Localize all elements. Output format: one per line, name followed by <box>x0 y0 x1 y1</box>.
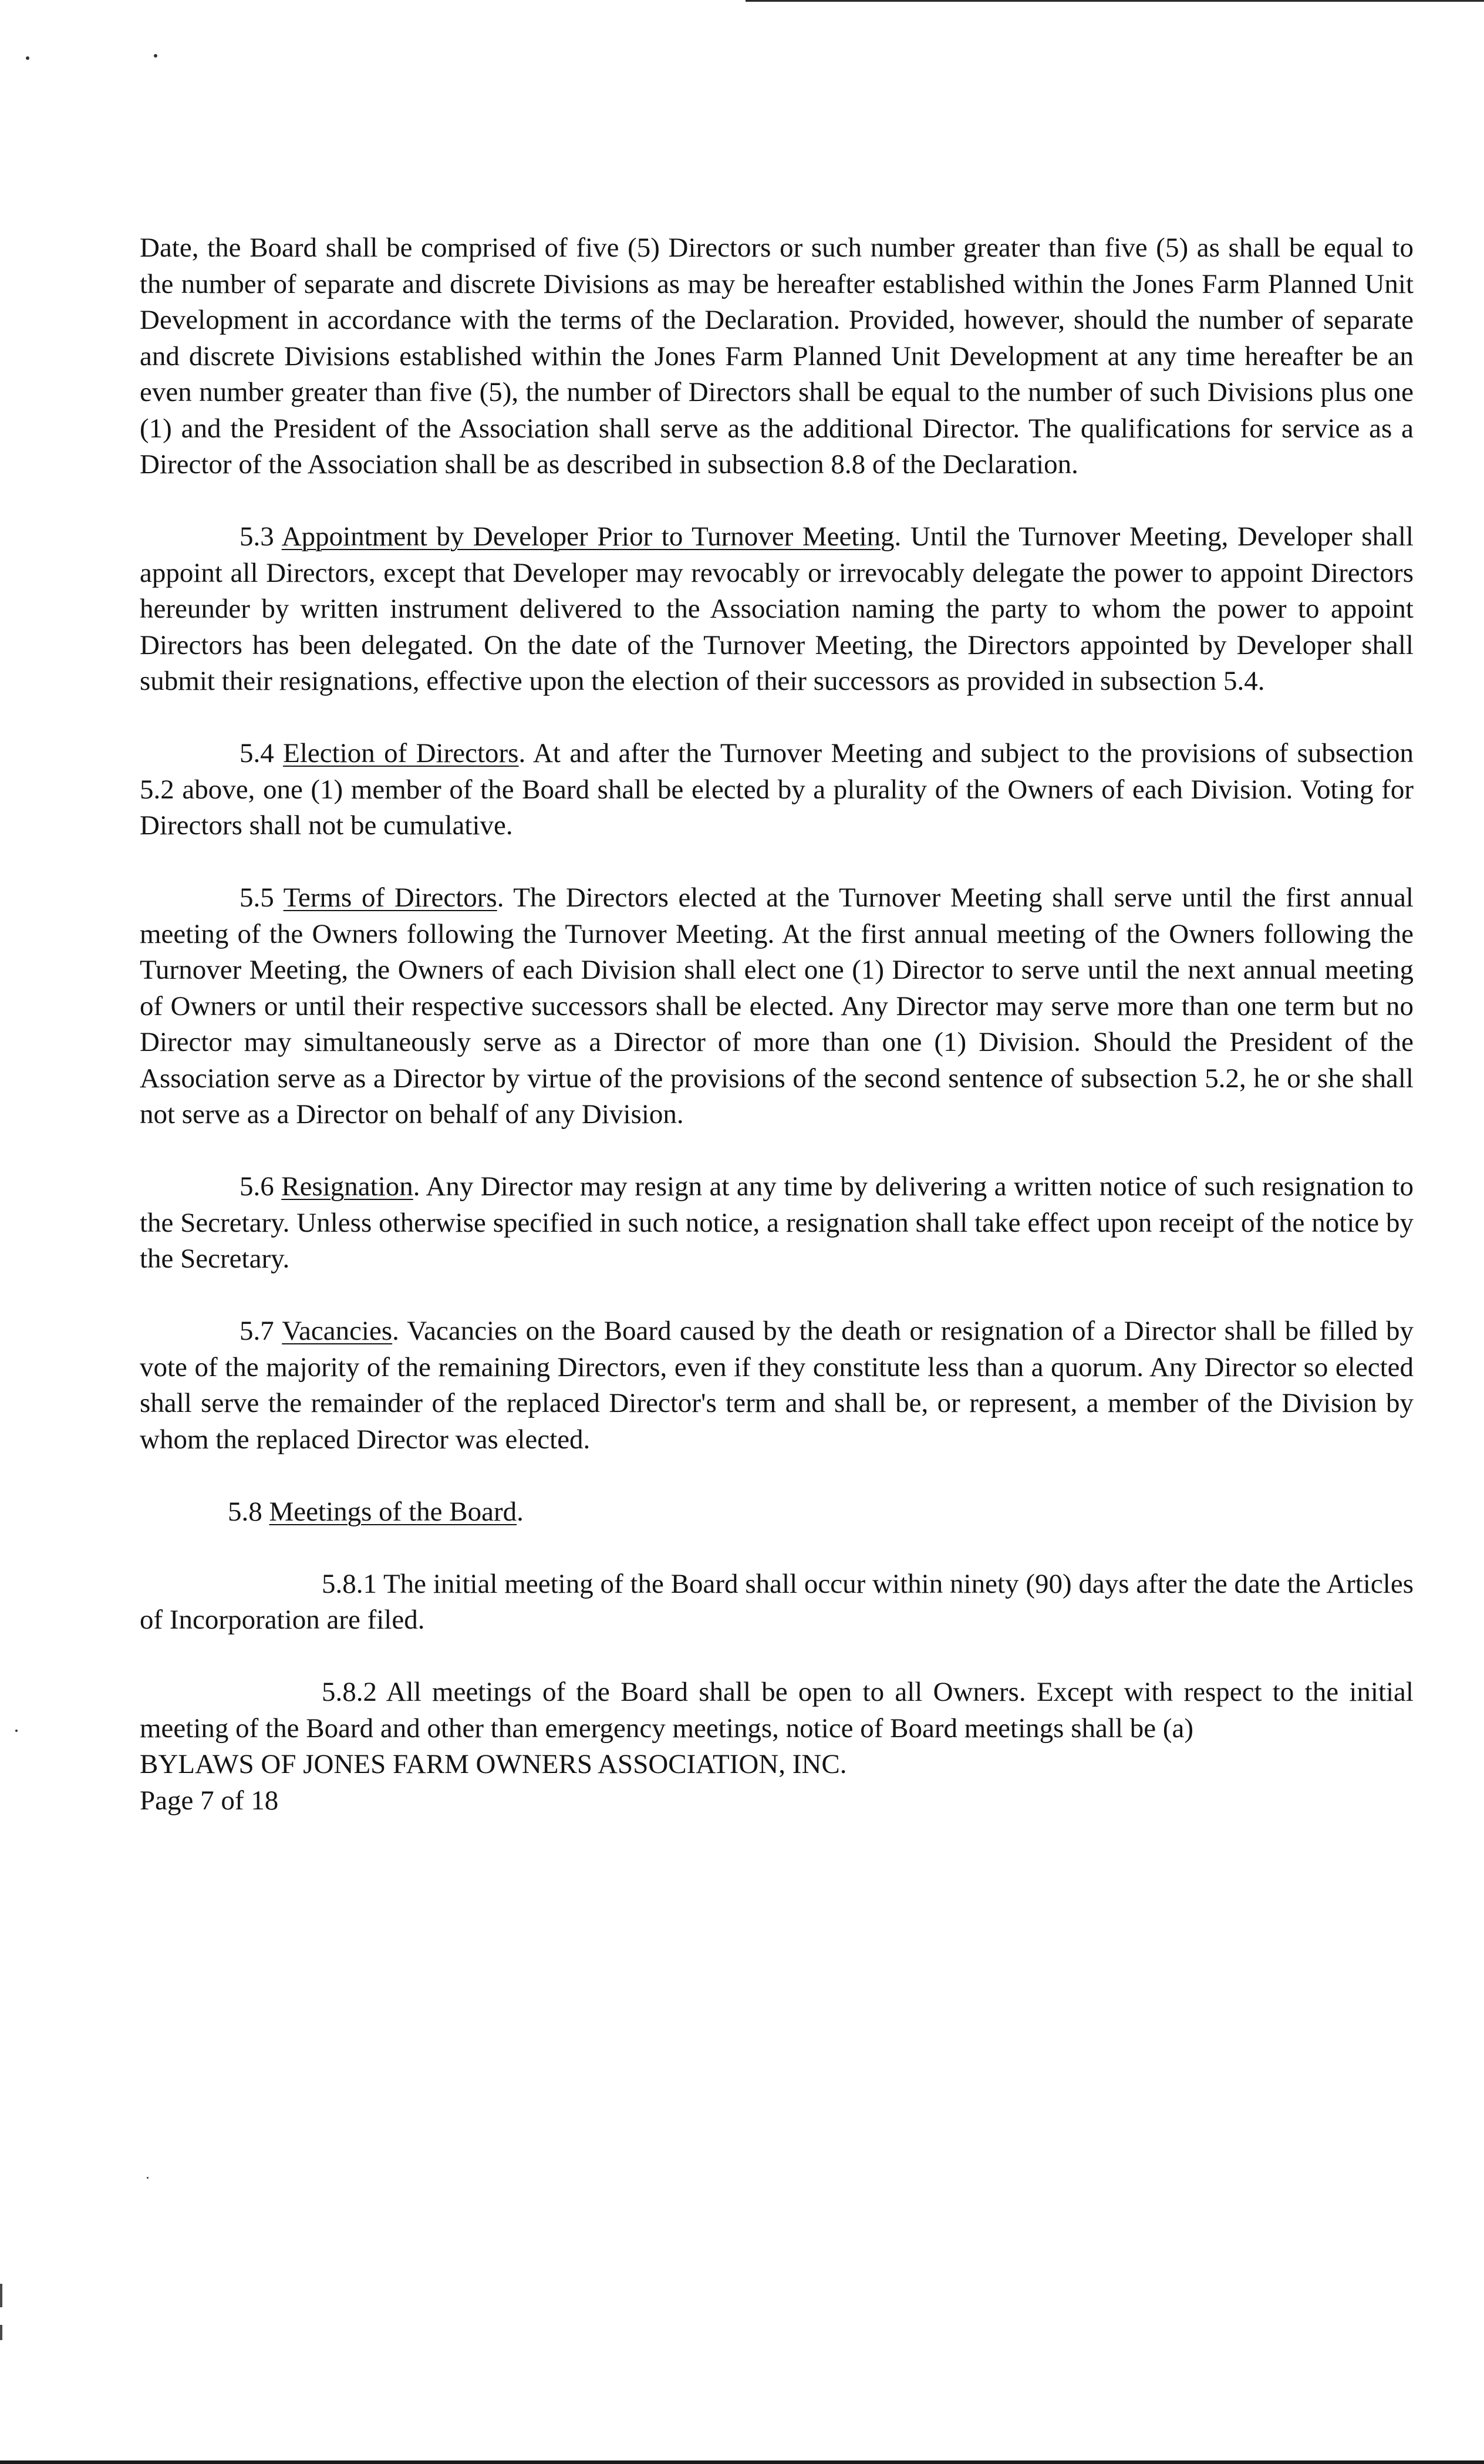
scan-bottom-edge-line <box>0 2460 1484 2464</box>
scan-speck <box>147 2177 149 2179</box>
section-number: 5.6 <box>240 1171 274 1202</box>
section-number: 5.8 <box>228 1496 262 1527</box>
subsection-number: 5.8.1 <box>322 1568 377 1599</box>
section-text: . Any Director may resign at any time by delivering a written notice of such resignation to the Secretary. Unless otherwise specified in such notice, a resignation shall take effect upon receipt of the notice by the Secretary. <box>140 1171 1414 1274</box>
section-number: 5.7 <box>240 1316 274 1346</box>
subsection-5-8-1 <box>140 1566 1414 1639</box>
section-number: 5.4 <box>240 738 274 768</box>
paragraph-5-2-continued <box>140 230 1414 483</box>
scan-left-edge-mark <box>0 2325 2 2340</box>
section-number: 5.3 <box>240 521 274 552</box>
section-5-3 <box>140 519 1414 700</box>
section-heading: Appointment by Developer Prior to Turnover Meeting <box>281 521 895 552</box>
scan-left-edge-mark <box>0 2284 2 2307</box>
section-number: 5.5 <box>240 882 274 913</box>
section-5-6 <box>140 1169 1414 1277</box>
section-text: . The Directors elected at the Turnover Meeting shall serve until the first annual meeting of the Owners following the Turnover Meeting. At the first annual meeting of the Owners following the Turnover Meeting, the Owners of each Division shall elect one (1) Director to serve until the next annual meeting of Owners or until their respective successors shall be elected. Any Director may serve more than one term but no Director may simultaneously serve as a Director of more than one (1) Division. Should the President of the Association serve as a Director by virtue of the provisions of the second sentence of subsection 5.2, he or she shall not serve as a Director on behalf of any Division. <box>140 882 1414 1130</box>
subsection-number: 5.8.2 <box>322 1677 377 1707</box>
footer-page-number: Page 7 of 18 <box>140 1785 279 1816</box>
section-text: . Until the Turnover Meeting, Developer shall appoint all Directors, except that Developer may revocably or irrevocably delegate the power to appoint Directors hereunder by written instrument delivered to the Association naming the party to whom the power to appoint Directors has been delegated. On the date of the Turnover Meeting, the Directors appointed by Developer shall submit their resignations, effective upon the election of their successors as provided in subsection 5.4. <box>140 521 1414 696</box>
scan-speck <box>154 54 157 58</box>
section-heading: Terms of Directors <box>283 882 497 913</box>
section-5-7 <box>140 1313 1414 1458</box>
scan-top-edge-line <box>746 0 1484 2</box>
section-heading: Meetings of the Board <box>269 1496 517 1527</box>
subsection-text: All meetings of the Board shall be open to all Owners. Except with respect to the initial meeting of the Board and other than emergency meetings, notice of Board meetings shall be (a) <box>140 1677 1414 1744</box>
section-5-8 <box>140 1494 1414 1531</box>
section-text: . <box>517 1496 524 1527</box>
section-text: . Vacancies on the Board caused by the death or resignation of a Director shall be filled by vote of the majority of the remaining Directors, even if they constitute less than a quorum. Any Director so elected shall serve the remainder of the replaced Director's term and shall be, or represent, a member of the Division by whom the replaced Director was elected. <box>140 1316 1414 1455</box>
subsection-text: The initial meeting of the Board shall occur within ninety (90) days after the date the Articles of Incorporation are filed. <box>140 1568 1414 1635</box>
section-5-5 <box>140 880 1414 1133</box>
scan-speck <box>15 1730 18 1732</box>
paragraph-text: Date, the Board shall be comprised of five (5) Directors or such number greater than five (5) as shall be equal to the number of separate and discrete Divisions as may be hereafter established within the Jones Farm Planned Unit Development in accordance with the terms of the Declaration. Provided, however, should the number of separate and discrete Divisions established within the Jones Farm Planned Unit Development at any time hereafter be an even number greater than five (5), the number of Directors shall be equal to the number of such Divisions plus one (1) and the President of the Association shall serve as the additional Director. The qualifications for service as a Director of the Association shall be as described in subsection 8.8 of the Declaration. <box>140 232 1414 480</box>
section-heading: Election of Directors <box>283 738 519 768</box>
section-5-4 <box>140 736 1414 844</box>
footer-title: BYLAWS OF JONES FARM OWNERS ASSOCIATION, INC. <box>140 1749 847 1779</box>
scan-speck <box>26 56 29 60</box>
section-heading: Resignation <box>281 1171 413 1202</box>
section-text: . At and after the Turnover Meeting and subject to the provisions of subsection 5.2 above, one (1) member of the Board shall be elected by a plurality of the Owners of each Division. Voting for Directors shall not be cumulative. <box>140 738 1414 841</box>
subsection-5-8-2 <box>140 1674 1414 1747</box>
section-heading: Vacancies <box>282 1316 393 1346</box>
document-body <box>140 230 1414 1819</box>
